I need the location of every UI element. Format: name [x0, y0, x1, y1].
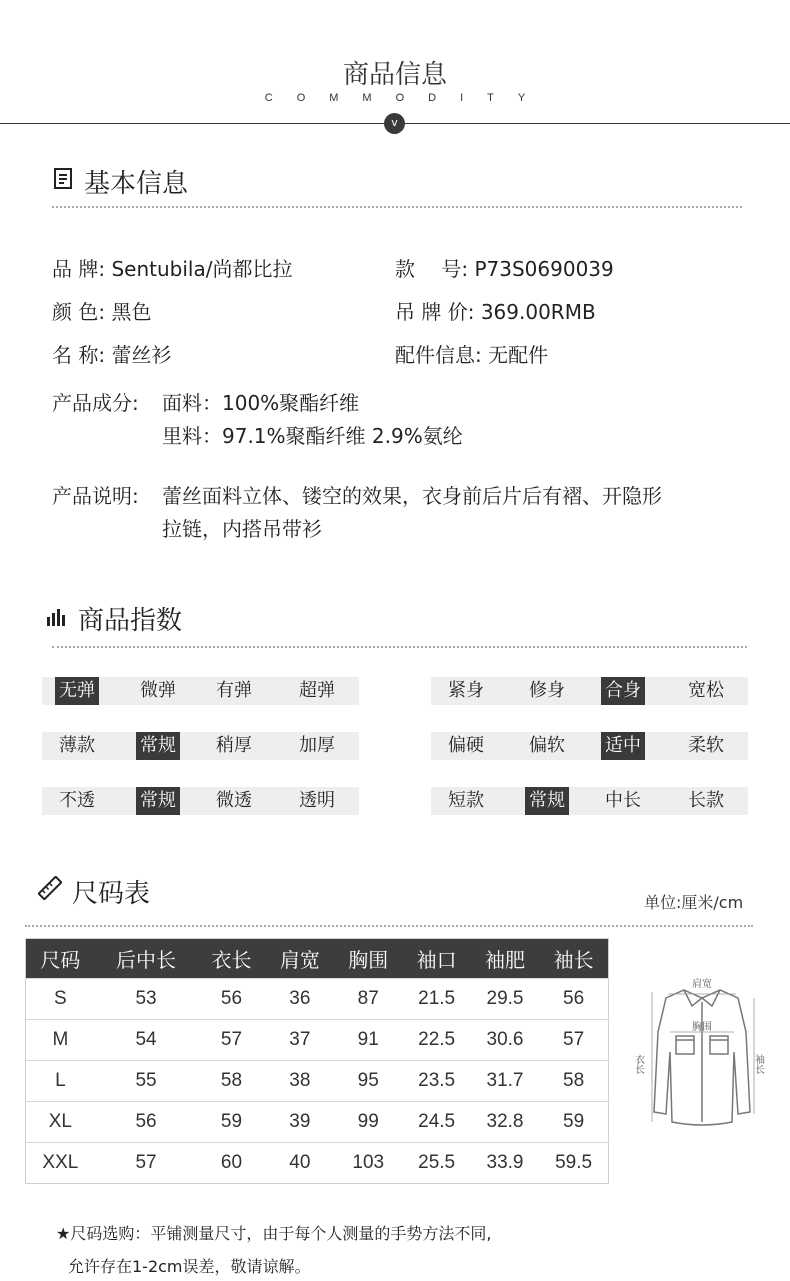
index-row	[431, 677, 748, 705]
table-row	[26, 1102, 609, 1143]
name-row: 名 称: 蕾丝衫	[52, 343, 172, 367]
index-option: 紧身	[448, 680, 484, 701]
table-cell: 57	[197, 1020, 265, 1061]
page-title: 商品信息	[342, 60, 447, 90]
table-cell: 25.5	[402, 1143, 470, 1184]
index-row	[431, 787, 748, 815]
diagram-shoulder-label: 肩宽	[692, 979, 712, 990]
table-cell: 99	[334, 1102, 402, 1143]
size-title: 尺码表	[72, 879, 151, 909]
description-line-1: 蕾丝面料立体、镂空的效果，衣身前后片后有褶、开隐形	[162, 484, 662, 508]
table-cell: 103	[334, 1143, 402, 1184]
color-row: 颜 色: 黑色	[52, 300, 152, 324]
dotted-divider	[25, 925, 753, 927]
table-cell: 95	[334, 1061, 402, 1102]
index-title: 商品指数	[78, 606, 183, 636]
chevron-down-icon: v	[384, 113, 405, 134]
index-option: 超弹	[299, 680, 335, 701]
size-column-header: 袖肥	[471, 939, 539, 979]
index-option: 薄款	[59, 735, 95, 756]
table-cell: 59.5	[539, 1143, 608, 1184]
table-cell: 36	[266, 979, 334, 1020]
table-cell: 29.5	[471, 979, 539, 1020]
index-row	[431, 732, 748, 760]
table-cell: 57	[95, 1143, 198, 1184]
table-cell: 87	[334, 979, 402, 1020]
table-cell: 33.9	[471, 1143, 539, 1184]
basic-info-title: 基本信息	[84, 169, 189, 199]
index-option: 偏硬	[448, 735, 484, 756]
size-table	[25, 938, 609, 1184]
table-cell: 40	[266, 1143, 334, 1184]
index-option: 修身	[529, 680, 565, 701]
diagram-sleeve-label: 袖长	[752, 1054, 764, 1074]
table-cell: 21.5	[402, 979, 470, 1020]
index-option-selected: 常规	[525, 787, 569, 815]
index-option: 短款	[448, 790, 484, 811]
size-note-line-1: ★尺码选购：平铺测量尺寸，由于每个人测量的手势方法不同,	[56, 1224, 492, 1243]
table-cell: 22.5	[402, 1020, 470, 1061]
index-row	[42, 732, 359, 760]
table-cell: 56	[197, 979, 265, 1020]
diagram-chest-label: 胸围	[692, 1022, 712, 1033]
size-column-header: 尺码	[26, 939, 95, 979]
table-cell: 58	[197, 1061, 265, 1102]
table-cell: 56	[539, 979, 608, 1020]
index-option: 柔软	[688, 735, 724, 756]
index-heading	[46, 600, 182, 637]
table-cell: 37	[266, 1020, 334, 1061]
size-column-header: 袖口	[402, 939, 470, 979]
table-cell: M	[26, 1020, 95, 1061]
table-cell: 23.5	[402, 1061, 470, 1102]
table-row	[26, 1020, 609, 1061]
size-column-header: 胸围	[334, 939, 402, 979]
table-cell: 30.6	[471, 1020, 539, 1061]
table-cell: 56	[95, 1102, 198, 1143]
size-column-header: 肩宽	[266, 939, 334, 979]
table-row	[26, 979, 609, 1020]
table-row	[26, 1061, 609, 1102]
table-cell: 60	[197, 1143, 265, 1184]
description-line-2: 拉链，内搭吊带衫	[162, 517, 322, 541]
table-cell: S	[26, 979, 95, 1020]
composition-lining: 里料：97.1%聚酯纤维 2.9%氨纶	[162, 424, 463, 448]
table-cell: 38	[266, 1061, 334, 1102]
size-note-line-2: 允许存在1-2cm误差，敬请谅解。	[68, 1257, 311, 1276]
shirt-measure-diagram	[632, 972, 772, 1134]
table-cell: 91	[334, 1020, 402, 1061]
table-cell: 59	[539, 1102, 608, 1143]
size-table-header	[26, 939, 609, 979]
size-column-header: 后中长	[95, 939, 198, 979]
table-cell: 57	[539, 1020, 608, 1061]
style-no-row: 款 号: P73S0690039	[395, 257, 614, 281]
index-option: 偏软	[529, 735, 565, 756]
index-option: 宽松	[688, 680, 724, 701]
description-label: 产品说明:	[52, 484, 139, 508]
brand-row: 品 牌: Sentubila/尚都比拉	[52, 257, 293, 281]
table-cell: 59	[197, 1102, 265, 1143]
table-cell: 53	[95, 979, 198, 1020]
dotted-divider	[52, 646, 747, 648]
table-row	[26, 1143, 609, 1184]
table-cell: L	[26, 1061, 95, 1102]
index-option: 微弹	[140, 680, 176, 701]
bar-chart-icon	[46, 604, 68, 634]
index-option: 中长	[605, 790, 641, 811]
index-option-selected: 常规	[136, 732, 180, 760]
accessory-row: 配件信息: 无配件	[395, 343, 549, 367]
index-option: 透明	[299, 790, 335, 811]
index-option: 长款	[688, 790, 724, 811]
index-option-selected: 无弹	[55, 677, 99, 705]
size-column-header: 袖长	[539, 939, 608, 979]
ruler-icon	[38, 876, 62, 907]
table-cell: XL	[26, 1102, 95, 1143]
table-cell: XXL	[26, 1143, 95, 1184]
dotted-divider	[52, 206, 742, 208]
table-cell: 31.7	[471, 1061, 539, 1102]
basic-info-heading	[52, 163, 188, 200]
index-option: 稍厚	[216, 735, 252, 756]
document-icon	[52, 166, 74, 197]
index-option: 有弹	[216, 680, 252, 701]
index-option: 微透	[216, 790, 252, 811]
index-row	[42, 677, 359, 705]
composition-label: 产品成分:	[52, 391, 139, 415]
unit-label: 单位:厘米/cm	[644, 893, 744, 912]
composition-shell: 面料：100%聚酯纤维	[162, 391, 360, 415]
table-cell: 24.5	[402, 1102, 470, 1143]
table-cell: 54	[95, 1020, 198, 1061]
index-option-selected: 合身	[601, 677, 645, 705]
index-option: 不透	[59, 790, 95, 811]
table-cell: 58	[539, 1061, 608, 1102]
index-option-selected: 适中	[601, 732, 645, 760]
table-cell: 55	[95, 1061, 198, 1102]
tag-price-row: 吊 牌 价: 369.00RMB	[395, 300, 596, 324]
size-column-header: 衣长	[197, 939, 265, 979]
index-option-selected: 常规	[136, 787, 180, 815]
table-cell: 32.8	[471, 1102, 539, 1143]
page-subtitle: COMMODITY	[264, 92, 550, 104]
index-row	[42, 787, 359, 815]
size-heading	[38, 873, 150, 910]
diagram-length-label: 衣长	[632, 1054, 644, 1074]
table-cell: 39	[266, 1102, 334, 1143]
index-option: 加厚	[299, 735, 335, 756]
